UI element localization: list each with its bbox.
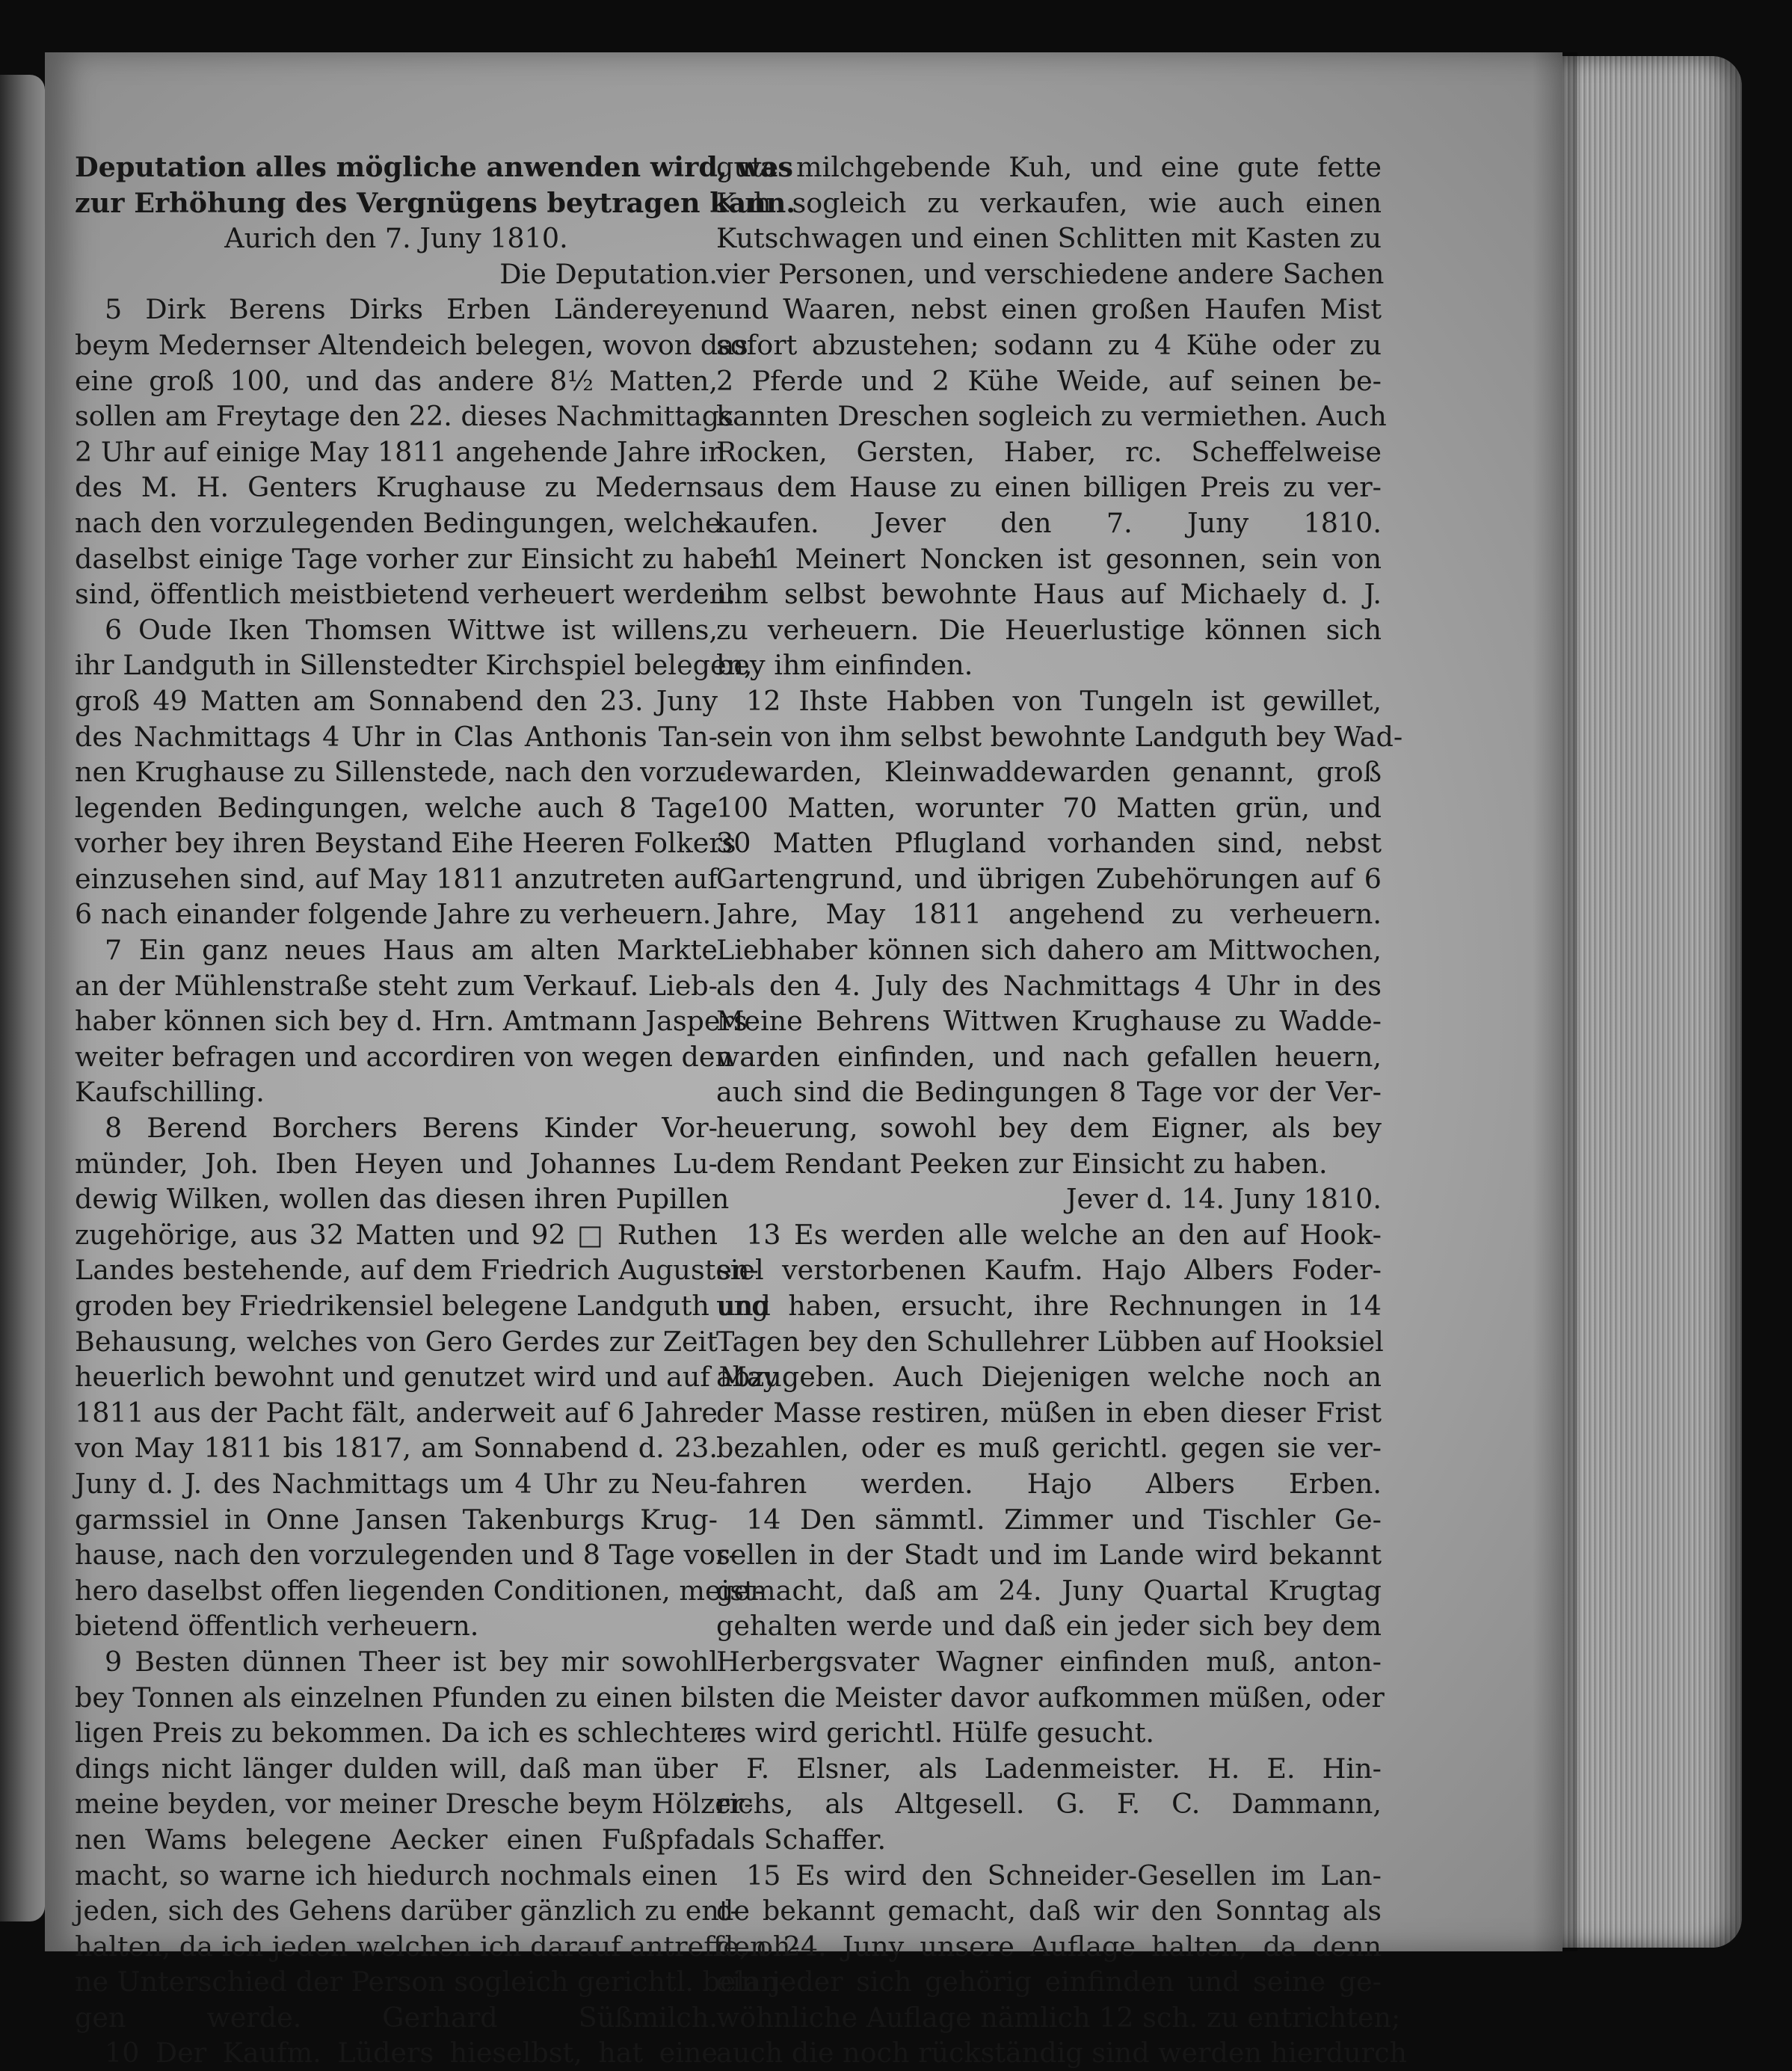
left-text-column (75, 150, 800, 2071)
text-line: von May 1811 bis 1817, am Sonnabend d. 23. (75, 1432, 718, 1465)
text-line: ein jeder sich gehörig einfinden und seine ge- (716, 1966, 1382, 1998)
text-line: sellen in der Stadt und im Lande wird bekannt (716, 1539, 1382, 1572)
text-line: einzusehen sind, auf May 1811 anzutreten auf (75, 862, 718, 895)
text-line: ligen Preis zu bekommen. Da ich es schlechter- (75, 1717, 731, 1750)
text-line: Kutschwagen und einen Schlitten mit Kasten zu (716, 222, 1382, 255)
text-line: dings nicht länger dulden will, daß man über (75, 1752, 718, 1785)
text-line: des Nachmittags 4 Uhr in Clas Anthonis Tan- (75, 720, 718, 753)
text-line: gehalten werde und daß ein jeder sich bey dem (716, 1610, 1382, 1643)
text-line: Liebhaber können sich dahero am Mittwochen, (716, 934, 1382, 967)
text-line: 2 Pferde und 2 Kühe Weide, auf seinen be- (716, 364, 1382, 397)
text-line: 100 Matten, worunter 70 Matten grün, und (716, 791, 1382, 824)
text-line: fahren werden. Hajo Albers Erben. (716, 1467, 1382, 1500)
text-line: garmssiel in Onne Jansen Takenburgs Krug- (75, 1503, 718, 1536)
text-line: hero daselbst offen liegenden Conditionen, meist- (75, 1574, 764, 1607)
text-line: heuerung, sowohl bey dem Eigner, als bey (716, 1112, 1382, 1145)
text-line: 12 Ihste Habben von Tungeln ist gewillet, (746, 684, 1382, 717)
text-line: Rocken, Gersten, Haber, rc. Scheffelweise (716, 435, 1382, 468)
text-line: gute milchgebende Kuh, und eine gute fette (716, 151, 1382, 183)
text-line: dewig Wilken, wollen das diesen ihren Pupillen (75, 1183, 730, 1216)
text-line: zur Erhöhung des Vergnügens beytragen kann. (75, 186, 795, 219)
text-line: macht, so warne ich hiedurch nochmals einen (75, 1859, 718, 1892)
text-line: an der Mühlenstraße steht zum Verkauf. Lieb- (75, 969, 718, 1002)
text-line: Deputation alles mögliche anwenden wird, was (75, 151, 793, 183)
text-line: zugehörige, aus 32 Matten und 92 □ Ruthen (75, 1218, 718, 1251)
text-line: Tagen bey den Schullehrer Lübben auf Hooksiel (716, 1325, 1384, 1358)
text-line: 1811 aus der Pacht fält, anderweit auf 6 Jahre (75, 1396, 718, 1429)
text-line: nen Krughause zu Sillenstede, nach den vorzu- (75, 756, 727, 789)
text-line: und Waaren, nebst einen großen Haufen Mist (716, 293, 1382, 326)
text-line: groß 49 Matten am Sonnabend den 23. Juny (75, 684, 718, 717)
text-line: meine beyden, vor meiner Dresche beym Hölzer- (75, 1788, 754, 1821)
text-line: haber können sich bey d. Hrn. Amtmann Jaspers (75, 1005, 748, 1038)
text-line: aus dem Hause zu einen billigen Preis zu ver- (716, 471, 1382, 504)
text-line: Meine Behrens Wittwen Krughause zu Wadde- (716, 1005, 1382, 1038)
text-line: sollen am Freytage den 22. dieses Nachmittags (75, 400, 733, 433)
text-line: ung haben, ersucht, ihre Rechnungen in 14 (716, 1290, 1382, 1322)
text-line: ihr Landguth in Sillenstedter Kirchspiel belegen, (75, 649, 753, 682)
text-line: 10 Der Kaufm. Lüders hieselbst, hat eine (105, 2037, 718, 2070)
text-line: legenden Bedingungen, welche auch 8 Tage (75, 791, 718, 824)
text-line: münder, Joh. Iben Heyen und Johannes Lu- (75, 1147, 718, 1180)
text-line: ihm selbst bewohnte Haus auf Michaely d. J. (716, 578, 1382, 611)
text-line: der Masse restiren, müßen in eben dieser Frist (716, 1396, 1382, 1429)
text-line: sten die Meister davor aufkommen müßen, oder (716, 1681, 1385, 1714)
text-line: gen werde. Gerhard Süßmilch. (75, 2001, 718, 2034)
text-line: auch sind die Bedingungen 8 Tage vor der Ver- (716, 1076, 1382, 1109)
text-line: dewarden, Kleinwaddewarden genannt, groß (716, 756, 1382, 789)
text-line: des M. H. Genters Krughause zu Mederns (75, 471, 718, 504)
text-line: vier Personen, und verschiedene andere Sachen (716, 257, 1385, 290)
text-line: als Schaffer. (716, 1823, 887, 1856)
text-line: Jahre, May 1811 angehend zu verheuern. (716, 898, 1382, 931)
text-line: den 24. Juny unsere Auflage halten, da denn (716, 1930, 1382, 1963)
text-line: Jever d. 14. Juny 1810. (1065, 1183, 1382, 1216)
text-line: warden einfinden, und nach gefallen heuern, (716, 1040, 1382, 1073)
text-line: sofort abzustehen; sodann zu 4 Kühe oder zu (716, 328, 1382, 361)
text-line: 14 Den sämmtl. Zimmer und Tischler Ge- (746, 1503, 1382, 1536)
text-line: Behausung, welches von Gero Gerdes zur Zeit (75, 1325, 718, 1358)
text-line: 7 Ein ganz neues Haus am alten Markte (105, 934, 718, 967)
text-line: Gartengrund, und übrigen Zubehörungen auf 6 (716, 862, 1382, 895)
text-line: de bekannt gemacht, daß wir den Sonntag als (716, 1895, 1382, 1927)
text-line: kaufen. Jever den 7. Juny 1810. (716, 506, 1382, 539)
text-line: nach den vorzulegenden Bedingungen, welche (75, 506, 721, 539)
text-line: Herbergsvater Wagner einfinden muß, anton- (716, 1645, 1382, 1678)
text-line: eine groß 100, und das andere 8½ Matten, (75, 364, 718, 397)
book-page (45, 52, 1562, 2070)
text-line: halten, da ich jeden welchen ich darauf antreffe, oh- (75, 1930, 800, 1963)
text-line: daselbst einige Tage vorher zur Einsicht zu haben (75, 542, 768, 575)
text-line: auch die noch rückständig sind werden hierdurch (716, 2037, 1408, 2070)
text-line: hause, nach den vorzulegenden und 8 Tage vor- (75, 1539, 738, 1572)
text-line: dem Rendant Peeken zur Einsicht zu haben. (716, 1147, 1328, 1180)
text-line: 6 Oude Iken Thomsen Wittwe ist willens, (105, 613, 718, 646)
text-line: sein von ihm selbst bewohnte Landguth bey Wad- (716, 720, 1403, 753)
text-line: 9 Besten dünnen Theer ist bey mir sowohl (105, 1645, 718, 1678)
text-line: bey Tonnen als einzelnen Pfunden zu einen bil- (75, 1681, 725, 1714)
text-line: gemacht, daß am 24. Juny Quartal Krugtag (716, 1574, 1382, 1607)
text-line: ne Unterschied der Person sogleich gerichtl. belan- (75, 1966, 788, 1998)
text-line: 8 Berend Borchers Berens Kinder Vor- (105, 1112, 718, 1145)
text-line: 5 Dirk Berens Dirks Erben Ländereyen (105, 293, 718, 326)
text-line: 11 Meinert Noncken ist gesonnen, sein von (746, 542, 1382, 575)
text-line: 30 Matten Pflugland vorhanden sind, nebst (716, 827, 1382, 860)
text-line: Kuh sogleich zu verkaufen, wie auch einen (716, 186, 1382, 219)
text-line: bezahlen, oder es muß gerichtl. gegen sie ver- (716, 1432, 1382, 1465)
previous-page-edge (0, 75, 45, 1921)
right-text-column (716, 150, 1408, 2071)
text-line: F. Elsner, als Ladenmeister. H. E. Hin- (746, 1752, 1382, 1785)
page-edge-shadow (1533, 52, 1577, 1951)
text-line: Juny d. J. des Nachmittags um 4 Uhr zu Neu- (75, 1467, 718, 1500)
text-line: abzugeben. Auch Diejenigen welche noch an (716, 1361, 1382, 1394)
text-line: heuerlich bewohnt und genutzet wird und auf May (75, 1361, 779, 1394)
text-line: wöhnliche Auflage nämlich 12 sch. zu entrichten; (716, 2001, 1401, 2034)
text-line: sind, öffentlich meistbietend verheuert werden. (75, 578, 736, 611)
text-line: Kaufschilling. (75, 1076, 265, 1109)
text-line: nen Wams belegene Aecker einen Fußpfad (75, 1823, 718, 1856)
text-line: richs, als Altgesell. G. F. C. Dammann, (716, 1788, 1382, 1821)
text-line: es wird gerichtl. Hülfe gesucht. (716, 1717, 1154, 1750)
text-line: Die Deputation. (499, 257, 718, 290)
text-line: bey ihm einfinden. (716, 649, 973, 682)
page-block-edges (1555, 56, 1742, 1948)
text-line: kannten Dreschen sogleich zu vermiethen. Auch (716, 400, 1387, 433)
text-line: 2 Uhr auf einige May 1811 angehende Jahre in (75, 435, 726, 468)
text-line: jeden, sich des Gehens darüber gänzlich zu ent- (75, 1895, 739, 1927)
text-line: Aurich den 7. Juny 1810. (224, 222, 568, 255)
text-line: 6 nach einander folgende Jahre zu verheuern. (75, 898, 712, 931)
text-line: bietend öffentlich verheuern. (75, 1610, 479, 1643)
text-line: siel verstorbenen Kaufm. Hajo Albers Foder- (716, 1254, 1382, 1287)
text-line: groden bey Friedrikensiel belegene Landguth und (75, 1290, 771, 1322)
text-line: zu verheuern. Die Heuerlustige können sich (716, 613, 1382, 646)
text-line: beym Medernser Altendeich belegen, wovon das (75, 328, 748, 361)
text-line: als den 4. July des Nachmittags 4 Uhr in des (716, 969, 1382, 1002)
text-line: Landes bestehende, auf dem Friedrich Augusten- (75, 1254, 759, 1287)
text-line: vorher bey ihren Beystand Eihe Heeren Folkers (75, 827, 736, 860)
text-line: 13 Es werden alle welche an den auf Hook- (746, 1218, 1382, 1251)
text-line: weiter befragen und accordiren von wegen den (75, 1040, 733, 1073)
text-line: 15 Es wird den Schneider-Gesellen im Lan- (746, 1859, 1382, 1892)
